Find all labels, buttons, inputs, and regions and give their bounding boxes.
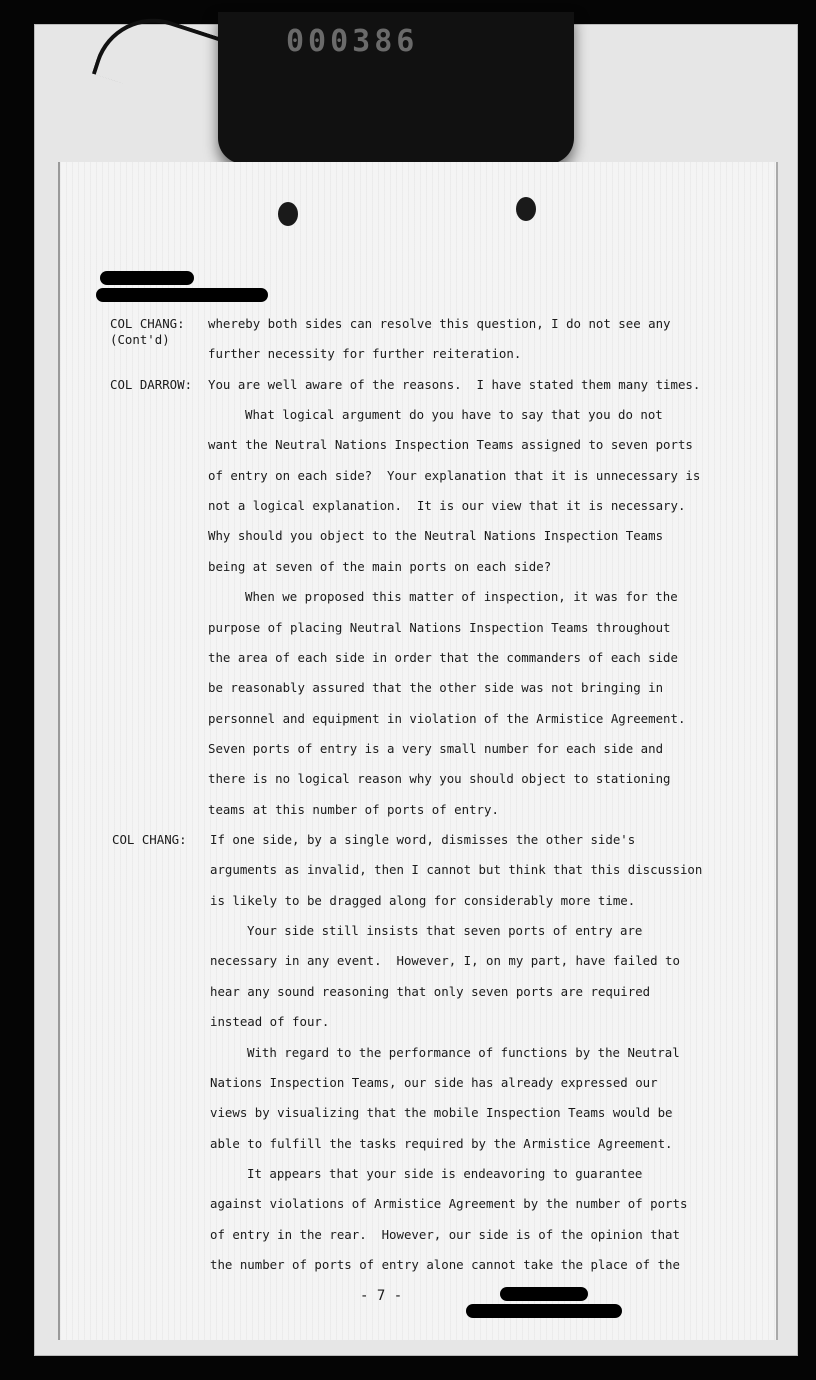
text-line: purpose of placing Neutral Nations Inspection Teams throughout: [208, 620, 671, 635]
text-line: You are well aware of the reasons. I have stated them many times.: [208, 377, 701, 392]
text-line: Nations Inspection Teams, our side has already expressed our: [210, 1075, 658, 1090]
text-line: further necessity for further reiteration.: [208, 346, 522, 361]
text-line: Your side still insists that seven ports of entry are: [247, 923, 643, 938]
text-line: there is no logical reason why you should object to stationing: [208, 771, 671, 786]
text-line: want the Neutral Nations Inspection Teams assigned to seven ports: [208, 437, 693, 452]
text-line: the area of each side in order that the commanders of each side: [208, 650, 678, 665]
stamp-number: 000386: [286, 24, 419, 59]
text-line: necessary in any event. However, I, on my part, have failed to: [210, 953, 680, 968]
text-line: instead of four.: [210, 1014, 330, 1029]
text-line: not a logical explanation. It is our view that it is necessary.: [208, 498, 686, 513]
text-line: hear any sound reasoning that only seven ports are required: [210, 984, 651, 999]
text-line: Seven ports of entry is a very small number for each side and: [208, 741, 664, 756]
text-line: whereby both sides can resolve this question, I do not see any: [208, 316, 671, 331]
speaker-label: COL CHANG:: [110, 316, 185, 331]
speaker-label: COL CHANG:: [112, 832, 187, 847]
text-line: able to fulfill the tasks required by the Armistice Agreement.: [210, 1136, 673, 1151]
text-line: If one side, by a single word, dismisses the other side's: [210, 832, 636, 847]
text-line: against violations of Armistice Agreement by the number of ports: [210, 1196, 688, 1211]
speaker-continued-label: (Cont'd): [110, 332, 170, 347]
text-line: With regard to the performance of functions by the Neutral: [247, 1045, 680, 1060]
text-line: be reasonably assured that the other side was not bringing in: [208, 680, 664, 695]
page-number: - 7 -: [360, 1288, 403, 1304]
speaker-label: COL DARROW:: [110, 377, 193, 392]
redaction-bar: [466, 1304, 622, 1318]
text-line: of entry on each side? Your explanation that it is unnecessary is: [208, 468, 701, 483]
redaction-bar: [100, 271, 194, 285]
text-line: When we proposed this matter of inspection, it was for the: [245, 589, 678, 604]
text-line: the number of ports of entry alone cannot take the place of the: [210, 1257, 680, 1272]
text-line: of entry in the rear. However, our side is of the opinion that: [210, 1227, 680, 1242]
punch-hole-right: [516, 197, 536, 221]
text-line: views by visualizing that the mobile Inspection Teams would be: [210, 1105, 673, 1120]
punch-hole-left: [278, 202, 298, 226]
redaction-bar: [96, 288, 268, 302]
text-line: What logical argument do you have to say that you do not: [245, 407, 663, 422]
text-line: Why should you object to the Neutral Nations Inspection Teams: [208, 528, 664, 543]
text-line: It appears that your side is endeavoring to guarantee: [247, 1166, 643, 1181]
text-line: arguments as invalid, then I cannot but think that this discussion: [210, 862, 703, 877]
text-line: teams at this number of ports of entry.: [208, 802, 499, 817]
text-line: is likely to be dragged along for considerably more time.: [210, 893, 636, 908]
text-line: being at seven of the main ports on each side?: [208, 559, 552, 574]
redaction-bar: [500, 1287, 588, 1301]
text-line: personnel and equipment in violation of the Armistice Agreement.: [208, 711, 686, 726]
